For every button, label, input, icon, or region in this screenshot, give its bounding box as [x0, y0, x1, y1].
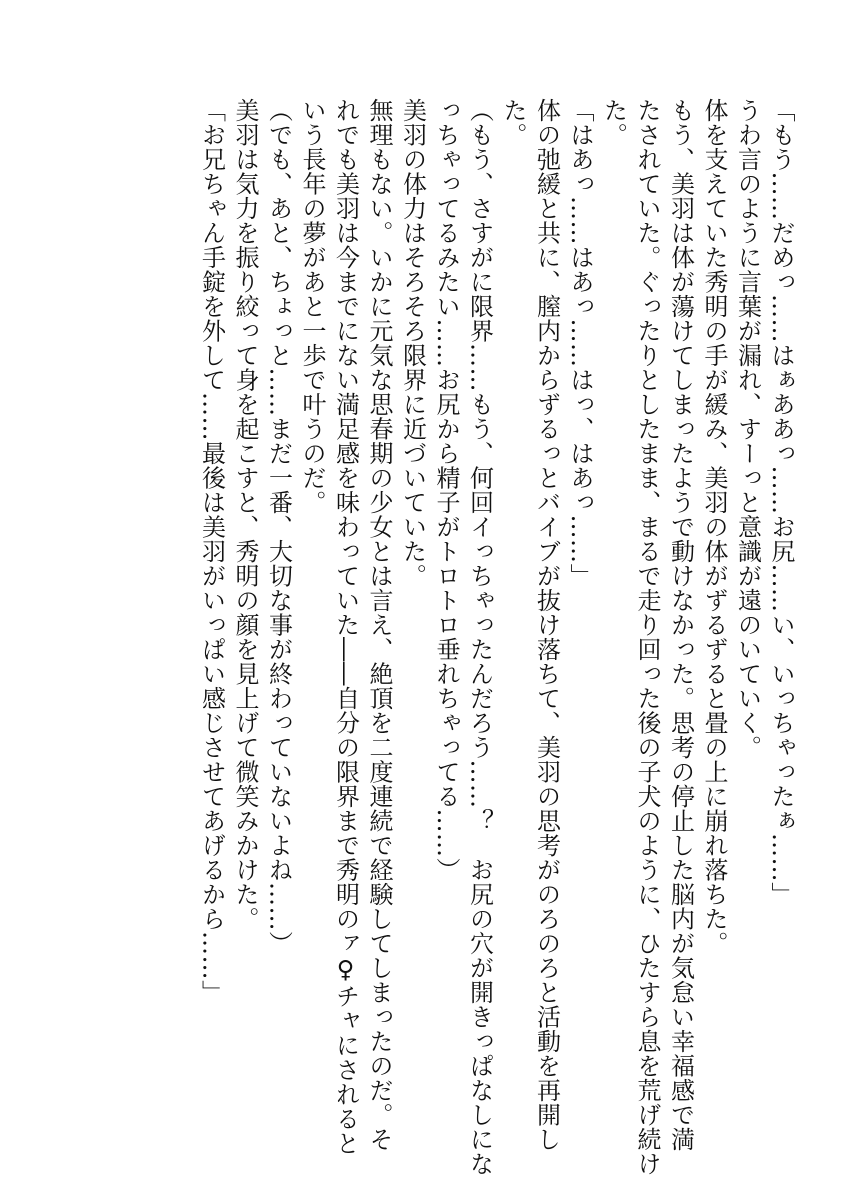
- text-line-3: 体を支えていた秀明の手が緩み、美羽の体がずるずると畳の上に崩れ落ちた。: [700, 98, 728, 956]
- vertical-text-body: [194, 98, 797, 1176]
- text-line-13: 無理もない。いかに元気な思春期の少女とは言え、絶頂を二度連続で経験してしまったのだ。そ: [365, 98, 393, 1152]
- text-line-10: （もう、さすがに限界……もう、何回イっちゃったんだろう……？ お尻の穴が開きっぱなしにな: [465, 98, 494, 1176]
- text-line-18: 「お兄ちゃん手錠を外して……最後は美羽がいっぱい感じさせてあげるから……」: [197, 98, 226, 1005]
- text-line-7: 「はあっ……はあっ……はっ、はあっ……」: [566, 98, 594, 588]
- text-line-1: 「もう……だめっ……はぁああっ……お尻……い、いっちゃったぁ……」: [767, 98, 795, 907]
- text-line-2: うわ言のように言葉が漏れ、すーっと意識が遠のいていく。: [733, 98, 762, 760]
- text-line-14: れでも美羽は今までにない満足感を味わっていた――自分の限界まで秀明のァ♀チャにされると: [331, 98, 360, 1156]
- text-line-12: 美羽の体力はそろそろ限界に近づいていた。: [398, 98, 427, 588]
- text-line-9: た。: [499, 98, 527, 147]
- text-line-4: もう、美羽は体が蕩けてしまったようで動けなかった。思考の停止した脳内が気怠い幸福感で満: [666, 98, 695, 1152]
- text-line-11: っちゃってるみたい……お尻から精子がトロトロ垂れちゃってる……）: [432, 98, 460, 882]
- text-line-6: た。: [599, 98, 628, 147]
- text-line-8: 体の弛緩と共に、膣内からずるっとバイブが抜け落ちて、美羽の思考がのろのろと活動を再開し: [532, 98, 561, 1152]
- text-line-15: いう長年の夢があと一歩で叶うのだ。: [298, 98, 326, 515]
- text-line-16: （でも、あと、ちょっと……まだ一番、大切な事が終わっていないよね……）: [264, 98, 293, 956]
- text-line-5: たされていた。ぐったりとしたまま、まるで走り回った後の子犬のように、ひたすら息を荒げ続け: [633, 98, 661, 1176]
- text-line-17: 美羽は気力を振り絞って身を起こすと、秀明の顔を見上げて微笑みかけた。: [231, 98, 259, 931]
